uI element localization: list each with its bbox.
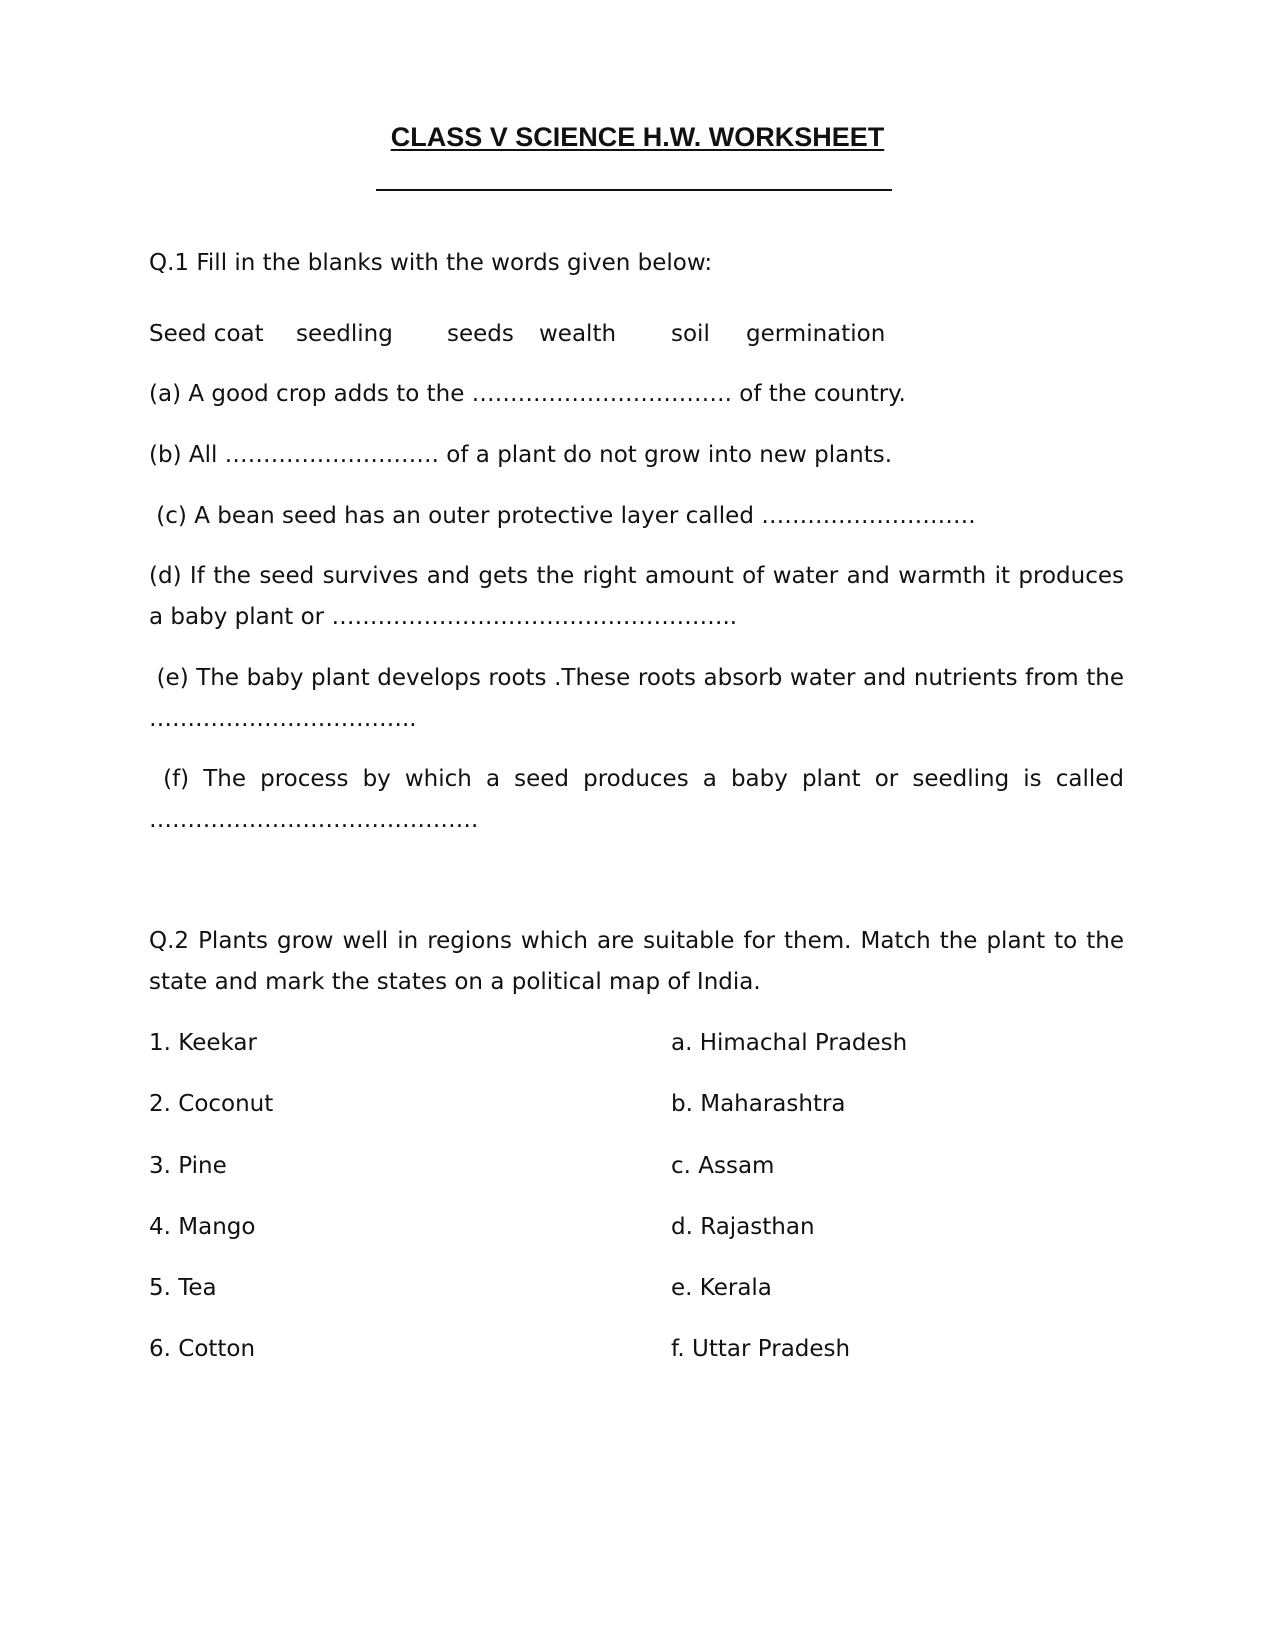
q1-heading: Q.1 Fill in the blanks with the words given below: bbox=[149, 250, 713, 276]
word-bank-item: seedling bbox=[296, 321, 393, 347]
word-bank-item: seeds bbox=[447, 321, 514, 347]
match-plant-item: 1. Keekar bbox=[149, 1030, 257, 1056]
match-plant-item: 2. Coconut bbox=[149, 1091, 274, 1117]
q1-item-e: (e) The baby plant develops roots .These roots absorb water and nutrients from the …………………………….. bbox=[149, 665, 1132, 732]
q1-item-f: (f) The process by which a seed produces a baby plant or seedling is called ……………………………………. bbox=[149, 766, 1132, 833]
q1-item-b: (b) All ………………………. of a plant do not grow into new plants. bbox=[149, 442, 893, 468]
q2-heading: Q.2 Plants grow well in regions which are suitable for them. Match the plant to the state and mark the states on a political map of India. bbox=[149, 928, 1124, 995]
match-plant-item: 4. Mango bbox=[149, 1214, 256, 1240]
worksheet-title bbox=[0, 122, 1275, 153]
q1-item-d: (d) If the seed survives and gets the right amount of water and warmth it produces a baby plant or …………………………………………….. bbox=[149, 563, 1124, 630]
word-bank-item: germination bbox=[746, 321, 886, 347]
match-plant-item: 3. Pine bbox=[149, 1153, 227, 1179]
title-underline-rule bbox=[376, 189, 892, 191]
match-state-item: d. Rajasthan bbox=[671, 1214, 815, 1240]
match-state-item: c. Assam bbox=[671, 1153, 775, 1179]
q1-item-c: (c) A bean seed has an outer protective layer called ………………………. bbox=[149, 503, 976, 529]
match-state-item: b. Maharashtra bbox=[671, 1091, 846, 1117]
word-bank-item: wealth bbox=[539, 321, 617, 347]
word-bank-item: soil bbox=[671, 321, 710, 347]
match-plant-item: 6. Cotton bbox=[149, 1336, 256, 1362]
word-bank-item: Seed coat bbox=[149, 321, 264, 347]
q1-item-a: (a) A good crop adds to the ……………………………. of the country. bbox=[149, 381, 906, 407]
word-bank bbox=[149, 314, 1049, 355]
match-state-item: a. Himachal Pradesh bbox=[671, 1030, 908, 1056]
match-plant-item: 5. Tea bbox=[149, 1275, 217, 1301]
match-state-item: f. Uttar Pradesh bbox=[671, 1336, 851, 1362]
worksheet-title-text: CLASS V SCIENCE H.W. WORKSHEET bbox=[390, 122, 885, 152]
match-state-item: e. Kerala bbox=[671, 1275, 772, 1301]
